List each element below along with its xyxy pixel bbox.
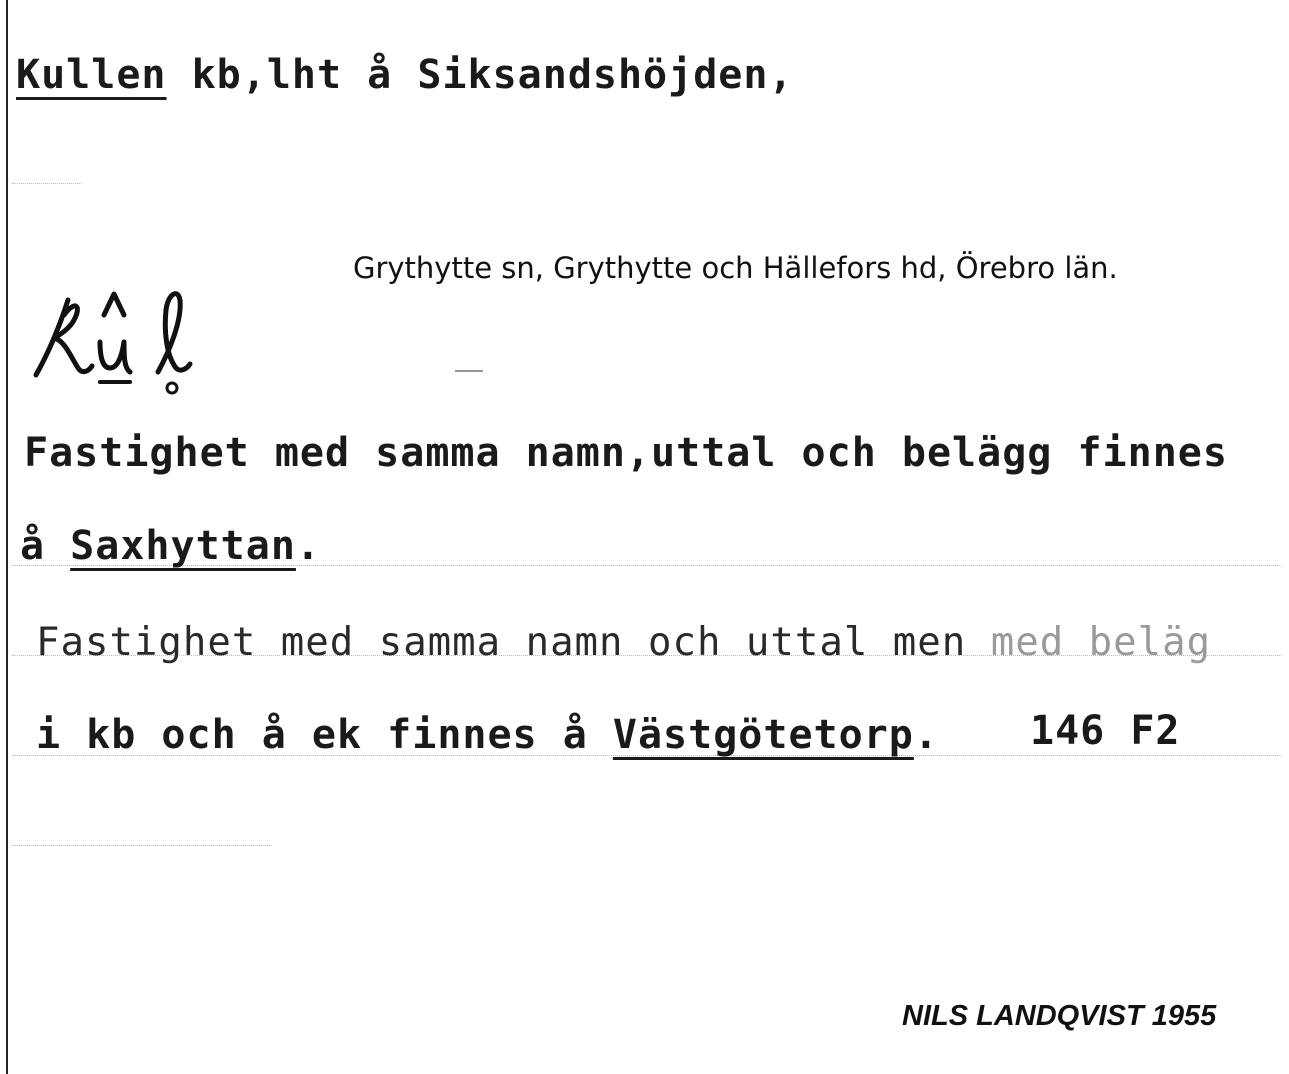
note2-line1-text: Fastighet med samma namn och uttal men <box>36 620 991 665</box>
note1-line1: Fastighet med samma namn,uttal och belägg finnes <box>24 430 1228 476</box>
guide-line <box>455 370 483 372</box>
note2-line1-faded-text: med beläg <box>990 620 1212 665</box>
note1-suffix: . <box>295 523 322 569</box>
headword-line <box>16 52 794 98</box>
signature: NILS LANDQVIST 1955 <box>902 1000 1217 1032</box>
pronunciation-handwriting <box>20 280 220 400</box>
location-line: Grythytte sn, Grythytte och Hällefors hd, Örebro län. <box>353 251 1118 285</box>
note1-line2 <box>20 523 321 569</box>
reference-code: 146 F2 <box>1030 708 1181 754</box>
guide-line <box>12 845 272 846</box>
note1-prefix: å <box>20 523 71 569</box>
note2-prefix: i kb och å ek finnes å <box>36 712 613 758</box>
headword: Kullen <box>16 52 167 98</box>
card-left-border <box>6 0 8 1074</box>
guide-line <box>12 183 82 184</box>
note2-line2 <box>36 712 939 758</box>
note1-place: Saxhyttan <box>70 523 296 569</box>
note2-place: Västgötetorp <box>612 712 914 758</box>
note2-suffix: . <box>913 712 939 758</box>
note2-line1 <box>36 620 1211 665</box>
headword-description: kb,lht å Siksandshöjden, <box>166 52 794 98</box>
